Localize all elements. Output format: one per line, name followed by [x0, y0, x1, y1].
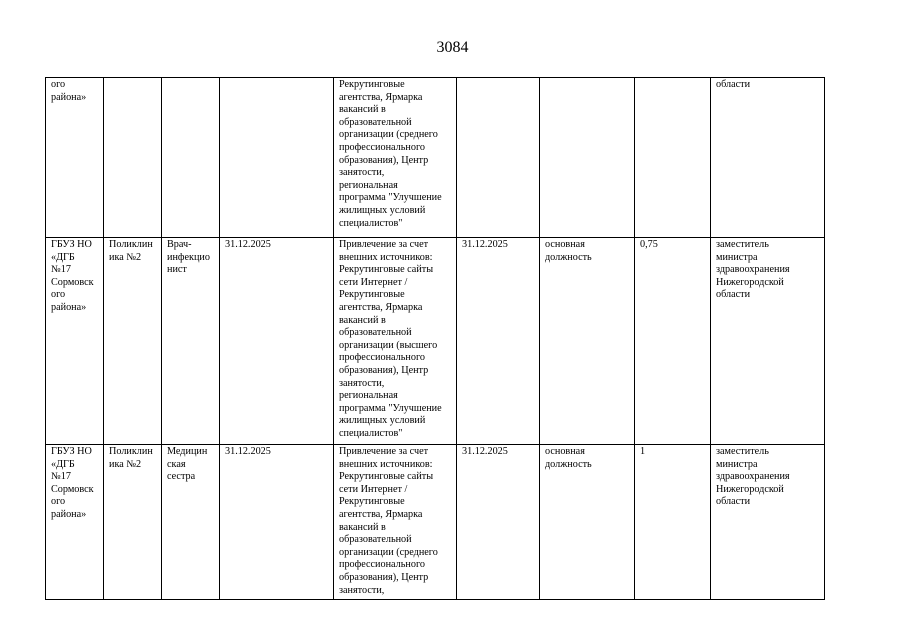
- cell-post-type: основная должность: [540, 445, 635, 600]
- cell-responsible: заместитель министра здравоохранения Нижегородской области: [711, 238, 825, 445]
- table-row: [46, 78, 825, 238]
- cell-responsible: области: [711, 78, 825, 238]
- cell-unit: Поликлин ика №2: [104, 445, 162, 600]
- cell-organization: ГБУЗ НО «ДГБ №17 Сормовск ого района»: [46, 445, 104, 600]
- cell-date: [457, 78, 540, 238]
- cell-post-type: [540, 78, 635, 238]
- cell-rate: 1: [635, 445, 711, 600]
- cell-sources: Привлечение за счет внешних источников: Рекрутинговые сайты сети Интернет / Рекрутинговые агентства, Ярмарка вакансий в образовательной организации (высшего профессионального образования), Центр занятости, региональная программа "Улучшение жилищных условий специалистов": [334, 238, 457, 445]
- cell-date: 31.12.2025: [220, 238, 334, 445]
- cell-rate: [635, 78, 711, 238]
- cell-organization: ГБУЗ НО «ДГБ №17 Сормовск ого района»: [46, 238, 104, 445]
- cell-date: 31.12.2025: [220, 445, 334, 600]
- table-row: [46, 238, 825, 445]
- cell-date: 31.12.2025: [457, 445, 540, 600]
- cell-organization: ого района»: [46, 78, 104, 238]
- cell-position: [162, 78, 220, 238]
- vacancy-table: [45, 77, 825, 600]
- cell-sources: Привлечение за счет внешних источников: Рекрутинговые сайты сети Интернет / Рекрутинговые агентства, Ярмарка вакансий в образовательной организации (среднего профессионального образования), Центр занятости,: [334, 445, 457, 600]
- cell-unit: Поликлин ика №2: [104, 238, 162, 445]
- cell-position: Медицин ская сестра: [162, 445, 220, 600]
- table-row: [46, 445, 825, 600]
- cell-sources: Рекрутинговые агентства, Ярмарка вакансий в образовательной организации (среднего профессионального образования), Центр занятости, региональная программа "Улучшение жилищных условий специалистов": [334, 78, 457, 238]
- cell-date: [220, 78, 334, 238]
- page-number: 3084: [436, 39, 469, 56]
- cell-post-type: основная должность: [540, 238, 635, 445]
- cell-rate: 0,75: [635, 238, 711, 445]
- cell-responsible: заместитель министра здравоохранения Нижегородской области: [711, 445, 825, 600]
- cell-unit: [104, 78, 162, 238]
- cell-position: Врач- инфекцио нист: [162, 238, 220, 445]
- cell-date: 31.12.2025: [457, 238, 540, 445]
